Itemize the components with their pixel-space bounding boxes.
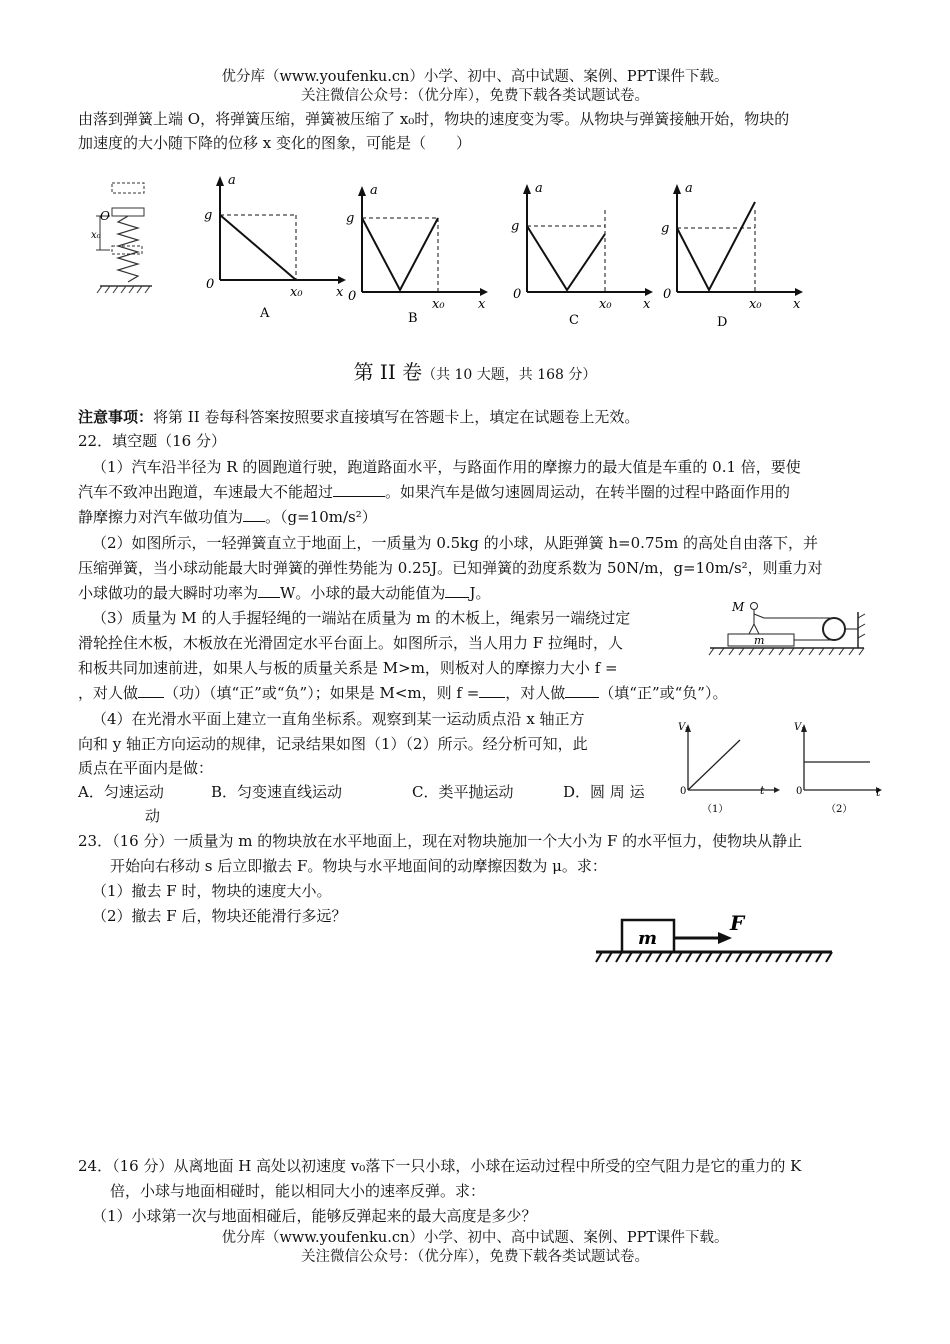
q22-p1-text-e: 。（g=10m/s²） (265, 508, 377, 526)
vx-label: Vₓ (678, 722, 689, 733)
graph-d-g: g (661, 221, 670, 236)
footer-line-1: 优分库（www.youfenku.cn）小学、初中、高中试题、案例、PPT课件下载。 (221, 1230, 729, 1246)
notice-label: 注意事项： (78, 408, 154, 426)
q22-blank-work-sign-2[interactable] (565, 683, 599, 698)
q21-text-line-2: 加速度的大小随下降的位移 x 变化的图象，可能是（ ） (78, 134, 471, 152)
q22-p2-text-d: W。小球的最大动能值为 (280, 584, 446, 602)
q23-sub-2: （2）撤去 F 后，物块还能滑行多远？ (92, 907, 347, 925)
q22-blank-work[interactable] (243, 507, 265, 522)
q22-p1-text-b: 汽车不致冲出跑道，车速最大不能超过 (78, 483, 334, 501)
q22-p3-line-3: 和板共同加速前进，如果人与板的质量关系是 M>m，则板对人的摩擦力大小 f = (78, 659, 618, 677)
q22-p4-line-1: （4）在光滑水平面上建立一直角坐标系。观察到某一运动质点沿 x 轴正方 (92, 710, 585, 728)
graph-d-axis-a: a (685, 181, 693, 196)
q22-blank-work-sign-1[interactable] (138, 683, 164, 698)
q22-p3-text-d1: ，对人做 (78, 684, 139, 702)
pulley-label-m: m (754, 634, 765, 647)
graph-b-g: g (346, 211, 355, 226)
spring-label-o: O (100, 209, 110, 223)
graph-a-option: A (260, 306, 270, 321)
vy-graph (790, 718, 890, 816)
graph-a-axis-x: x (336, 285, 344, 300)
q22-option-b[interactable]: B．匀变速直线运动 (211, 783, 343, 801)
q22-p3-line-1: （3）质量为 M 的人手握轻绳的一端站在质量为 m 的木板上，绳索另一端绕过定 (92, 609, 631, 627)
q21-text-line-1: 由落到弹簧上端 O，将弹簧压缩，弹簧被压缩了 x₀时，物块的速度变为零。从物块与弹簧接触开始，物块的 (78, 110, 790, 128)
header-line-1: 优分库（www.youfenku.cn）小学、初中、高中试题、案例、PPT课件下载。 (221, 69, 729, 85)
graph-d-axis-x: x (793, 297, 801, 312)
q22-p1-text-c: 。如果汽车是做匀速圆周运动，在转半圈的过程中路面作用的 (385, 483, 791, 501)
force-label-F: F (730, 911, 745, 935)
q22-p1-line-3 (78, 506, 878, 529)
q24-sub-1: （1）小球第一次与地面相碰后，能够反弹起来的最大高度是多少？ (92, 1207, 537, 1225)
graph-d-x0: x₀ (749, 297, 762, 312)
graph-b-option: B (408, 311, 418, 326)
section-title-main: 第 II 卷 (353, 360, 423, 384)
q22-p2-text-c: 小球做功的最大瞬时功率为 (78, 584, 259, 602)
pulley-label-M: M (732, 600, 745, 614)
q22-option-c[interactable]: C．类平抛运动 (412, 783, 514, 801)
section-title (0, 356, 950, 385)
q22-p1-line-2 (78, 481, 878, 504)
q22-p3-line-2: 滑轮拴住木板，木板放在光滑固定水平台面上。如图所示，当人用力 F 拉绳时，人 (78, 634, 623, 652)
q22-p4-line-2: 向和 y 轴正方向运动的规律，记录结果如图（1）（2）所示。经分析可知，此 (78, 735, 588, 753)
graph-c-zero: 0 (513, 287, 522, 302)
q23-line-2: 开始向右移动 s 后立即撤去 F。物块与水平地面间的动摩擦因数为 μ。求： (110, 857, 607, 875)
header-line-2: 关注微信公众号：（优分库），免费下载各类试题试卷。 (301, 88, 649, 104)
graph-b (340, 182, 490, 337)
section-title-sub: （共 10 大题，共 168 分） (422, 367, 597, 383)
vx-zero: 0 (680, 786, 687, 797)
graph-b-axis-x: x (478, 297, 486, 312)
graph-b-zero: 0 (348, 289, 357, 304)
graph-a (198, 172, 348, 327)
spring-label-x0: x₀ (91, 230, 101, 241)
q22-option-a[interactable]: A．匀速运动 (78, 783, 164, 801)
graph-a-g: g (204, 208, 213, 223)
q22-blank-speed[interactable] (333, 482, 385, 497)
graph-b-x0: x₀ (432, 297, 445, 312)
vy-t: t (876, 786, 881, 799)
q22-p2-text-e: J。 (469, 584, 491, 602)
graph-c-axis-a: a (535, 181, 543, 196)
q22-p3-text-d3: ，对人做 (505, 684, 566, 702)
q22-p3-text-d4: （填“正”或“负”）。 (599, 684, 728, 702)
graph-c-x0: x₀ (599, 297, 612, 312)
q23-sub-1: （1）撤去 F 时，物块的速度大小。 (92, 882, 332, 900)
notice-text: 将第 II 卷每科答案按照要求直接填写在答题卡上，填定在试题卷上无效。 (153, 408, 640, 426)
vx-caption: （1） (702, 804, 729, 815)
q22-p1-text-d: 静摩擦力对汽车做功值为 (78, 508, 244, 526)
vx-t: t (760, 784, 765, 797)
graph-d (655, 180, 810, 335)
graph-d-option: D (717, 315, 728, 330)
graph-b-axis-a: a (370, 183, 378, 198)
vy-zero: 0 (796, 786, 803, 797)
block-label-m: m (638, 928, 658, 949)
pulley-figure (706, 598, 872, 664)
q22-option-d[interactable]: D．圆 周 运 (563, 783, 645, 801)
q22-blank-power[interactable] (258, 583, 280, 598)
q22-blank-friction[interactable] (479, 683, 505, 698)
q22-p4-line-3: 质点在平面内是做： (78, 759, 214, 777)
graph-c-g: g (511, 219, 520, 234)
graph-a-axis-a: a (228, 173, 236, 188)
q22-p1-line-1: （1）汽车沿半径为 R 的圆跑道行驶，跑道路面水平，与路面作用的摩擦力的最大值是车重的 0.1 倍，要使 (92, 458, 801, 476)
vy-caption: （2） (826, 804, 853, 815)
q22-p2-line-2: 压缩弹簧，当小球动能最大时弹簧的弹性势能为 0.25J。已知弹簧的劲度系数为 50N/m，g=10m/s²，则重力对 (78, 559, 823, 577)
vy-label: Vᵧ (794, 722, 805, 733)
graph-a-x0: x₀ (290, 285, 303, 300)
q23-line-1: 23．（16 分）一质量为 m 的物块放在水平地面上，现在对物块施加一个大小为 F 的水平恒力，使物块从静止 (78, 832, 803, 850)
footer-line-2: 关注微信公众号：（优分库），免费下载各类试题试卷。 (301, 1249, 649, 1265)
q24-line-1: 24．（16 分）从离地面 H 高处以初速度 v₀落下一只小球，小球在运动过程中所受的空气阻力是它的重力的 K (78, 1157, 802, 1175)
q22-blank-kinetic[interactable] (445, 583, 469, 598)
graph-d-zero: 0 (663, 287, 672, 302)
graph-c-option: C (569, 313, 579, 328)
graph-c-axis-x: x (643, 297, 651, 312)
notice (78, 406, 878, 429)
q22-p3-text-d2: （功）（填“正”或“负”）；如果是 M<m，则 f = (164, 684, 480, 702)
q22-option-d-continued: 动 (145, 807, 161, 825)
q22-p2-line-1: （2）如图所示，一轻弹簧直立于地面上，一质量为 0.5kg 的小球，从距弹簧 h=0.75m 的高处自由落下，并 (92, 534, 819, 552)
spring-figure (92, 178, 162, 300)
q22-title: 22．填空题（16 分） (78, 432, 226, 450)
graph-a-zero: 0 (206, 277, 215, 292)
graph-c (505, 180, 655, 335)
q24-line-2: 倍，小球与地面相碰时，能以相同大小的速率反弹。求： (110, 1182, 486, 1200)
vx-graph (674, 718, 786, 816)
block-force-figure (594, 908, 840, 972)
q22-p3-line-4 (78, 682, 878, 705)
